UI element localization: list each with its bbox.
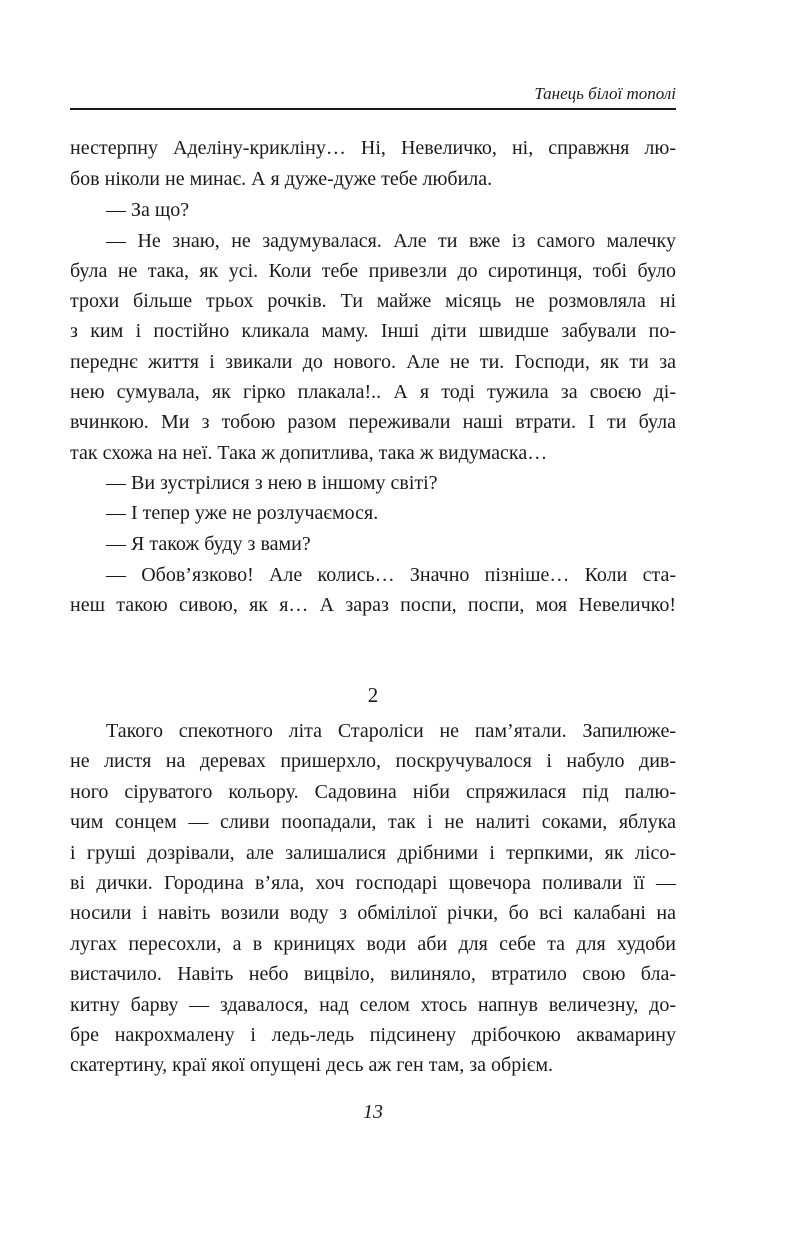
text-line: ного сіруватого кольору. Садовина ніби спряжилася під палю- xyxy=(70,781,676,803)
text-line: китну барву — здавалося, над селом хтось напнув величезну, до- xyxy=(70,994,676,1016)
text-line: була не така, як усі. Коли тебе привезли до сиротинця, тобі було xyxy=(70,260,676,282)
text-line: бов ніколи не минає. А я дуже-дуже тебе любила. xyxy=(70,168,493,190)
header-rule xyxy=(70,108,676,110)
text-line: Такого спекотного літа Староліси не пам’ятали. Запилюже- xyxy=(106,720,676,742)
text-line: не листя на деревах пришерхло, поскручувалося і набуло див- xyxy=(70,750,676,772)
text-line: вчинкою. Ми з тобою разом переживали наші втрати. І ти була xyxy=(70,411,676,433)
text-line: — Обов’язково! Але колись… Значно пізніше… Коли ста- xyxy=(106,564,676,586)
text-line: нестерпну Аделіну-крикліну… Ні, Невеличко, ні, справжня лю- xyxy=(70,137,676,159)
text-line: з ким і постійно кликала маму. Інші діти швидше забували по- xyxy=(70,320,676,342)
text-line: — За що? xyxy=(106,199,190,221)
text-line: так схожа на неї. Така ж допитлива, така ж видумаска… xyxy=(70,442,548,464)
running-head: Танець білої тополі xyxy=(534,84,676,103)
text-line: неш такою сивою, як я… А зараз поспи, поспи, моя Невеличко! xyxy=(70,594,676,616)
text-line: бре накрохмалену і ледь-ледь підсинену дрібочкою аквамарину xyxy=(70,1024,676,1046)
text-line: носили і навіть возили воду з обмілілої річки, бо всі калабані на xyxy=(70,902,676,924)
text-line: — Я також буду з вами? xyxy=(106,533,311,555)
text-line: — Ви зустрілися з нею в іншому світі? xyxy=(106,472,438,494)
text-line: ві дички. Городина в’яла, хоч господарі щовечора поливали її — xyxy=(70,872,676,894)
text-line: скатертину, краї якої опущені десь аж ген там, за обрієм. xyxy=(70,1054,554,1076)
text-line: чим сонцем — сливи поопадали, так і не налиті соками, яблука xyxy=(70,811,676,833)
chapter-number: 2 xyxy=(367,683,379,707)
text-line: нею сумувала, як гірко плакала!.. А я тоді тужила за своєю ді- xyxy=(70,381,676,403)
page-number: 13 xyxy=(363,1101,383,1123)
text-line: лугах пересохли, а в криницях води аби для себе та для худоби xyxy=(70,933,676,955)
text-line: і груші дозрівали, але залишалися дрібними і терпкими, як лісо- xyxy=(70,842,676,864)
text-line: вистачило. Навіть небо вицвіло, вилиняло, втратило свою бла- xyxy=(70,963,676,985)
text-line: трохи більше трьох рочків. Ти майже місяць не розмовляла ні xyxy=(70,290,676,312)
text-line: переднє життя і звикали до нового. Але не ти. Господи, як ти за xyxy=(70,351,676,373)
text-line: — Не знаю, не задумувалася. Але ти вже із самого малечку xyxy=(106,230,676,252)
text-line: — І тепер уже не розлучаємося. xyxy=(106,502,379,524)
